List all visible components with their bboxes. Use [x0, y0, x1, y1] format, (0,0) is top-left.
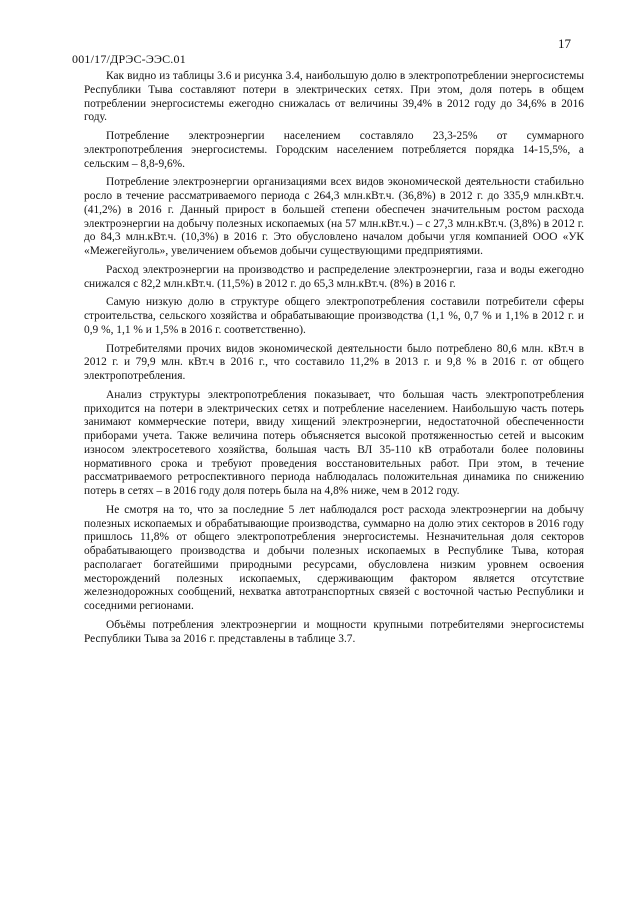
paragraph: Потребление электроэнергии населением составляло 23,3-25% от суммарного электропотребления энергосистемы. Городским населением потребляется порядка 14-15,5%, а сельским – 8,8-9,6%.	[84, 130, 584, 170]
paragraph: Расход электроэнергии на производство и распределение электроэнергии, газа и воды ежегодно снижался с 82,2 млн.кВт.ч. (11,5%) в 2012 г. до 65,3 млн.кВт.ч. (8%) в 2016 г.	[84, 263, 584, 290]
paragraph: Потребление электроэнергии организациями всех видов экономической деятельности стабильно росло в течение рассматриваемого периода с 264,3 млн.кВт.ч. (36,8%) в 2012 г. до 335,9 млн.кВт.ч. (41,2%) в 2016 г. Данный прирост в большей степени обеспечен значительным ростом расхода электроэнергии на добычу полезных ископаемых (на 57 млн.кВт.ч.) – с 27,3 млн.кВт.ч. (3,8%) в 2012 г. до 84,3 млн.кВт.ч. (10,3%) в 2016 г. Это обусловлено началом добычи угля компанией ООО «УК «Межегейуголь», увеличением объемов добычи существующими предприятиями.	[84, 176, 584, 257]
paragraph: Самую низкую долю в структуре общего электропотребления составили потребители сферы строительства, сельского хозяйства и обрабатывающие производства (1,1 %, 0,7 % и 1,1% в 2012 г. и 0,9 %, 1,1 % и 1,5% в 2016 г. соответственно).	[84, 296, 584, 336]
page-number: 17	[558, 36, 571, 51]
paragraph: Объёмы потребления электроэнергии и мощности крупными потребителями энергосистемы Республики Тыва за 2016 г. представлены в таблице 3.7.	[84, 618, 584, 645]
paragraph: Анализ структуры электропотребления показывает, что большая часть электропотребления приходится на потери в электрических сетях и потребление населением. Наибольшую часть потерь занимают коммерческие потери, ввиду хищений электроэнергии, недостаточной обеспеченности приборами учета. Также величина потерь объясняется высокой протяженностью сетей и высоким износом электросетевого хозяйства, большая часть ВЛ 35-110 кВ отработали более половины нормативного срока и требуют проведения восстановительных работ. При этом, в течение рассматриваемого ретроспективного периода наблюдалась положительная динамика по снижению потерь в сетях – в 2016 году доля потерь была на 4,8% ниже, чем в 2012 году.	[84, 388, 584, 497]
paragraph: Как видно из таблицы 3.6 и рисунка 3.4, наибольшую долю в электропотреблении энергосистемы Республики Тыва составляют потери в электрических сетях. При этом, доля потерь в общем потреблении энергосистемы ежегодно снижалась от величины 39,4% в 2012 году до 34,6% в 2016 году.	[84, 70, 584, 124]
paragraph: Потребителями прочих видов экономической деятельности было потреблено 80,6 млн. кВт.ч в 2012 г. и 79,9 млн. кВт.ч в 2016 г., что составило 11,2% в 2013 г. и 9,8 % в 2016 г. от общего электропотребления.	[84, 342, 584, 382]
body-text	[84, 70, 584, 646]
paragraph: Не смотря на то, что за последние 5 лет наблюдался рост расхода электроэнергии на добычу полезных ископаемых и обрабатывающие производства, суммарно на долю этих секторов в 2016 году пришлось 11,8% от общего электропотребления энергосистемы. Незначительная доля секторов обрабатывающего производства и добычи полезных ископаемых в Республике Тыва, которая располагает богатейшими природными ресурсами, обусловлена низким уровнем освоения месторождений полезных ископаемых, сдерживающим фактором является отсутствие железнодорожных сообщений, нехватка автотранспортных связей с восточной частью Республики и соседними регионами.	[84, 503, 584, 612]
document-code: 001/17/ДРЭС-ЭЭС.01	[72, 52, 186, 66]
